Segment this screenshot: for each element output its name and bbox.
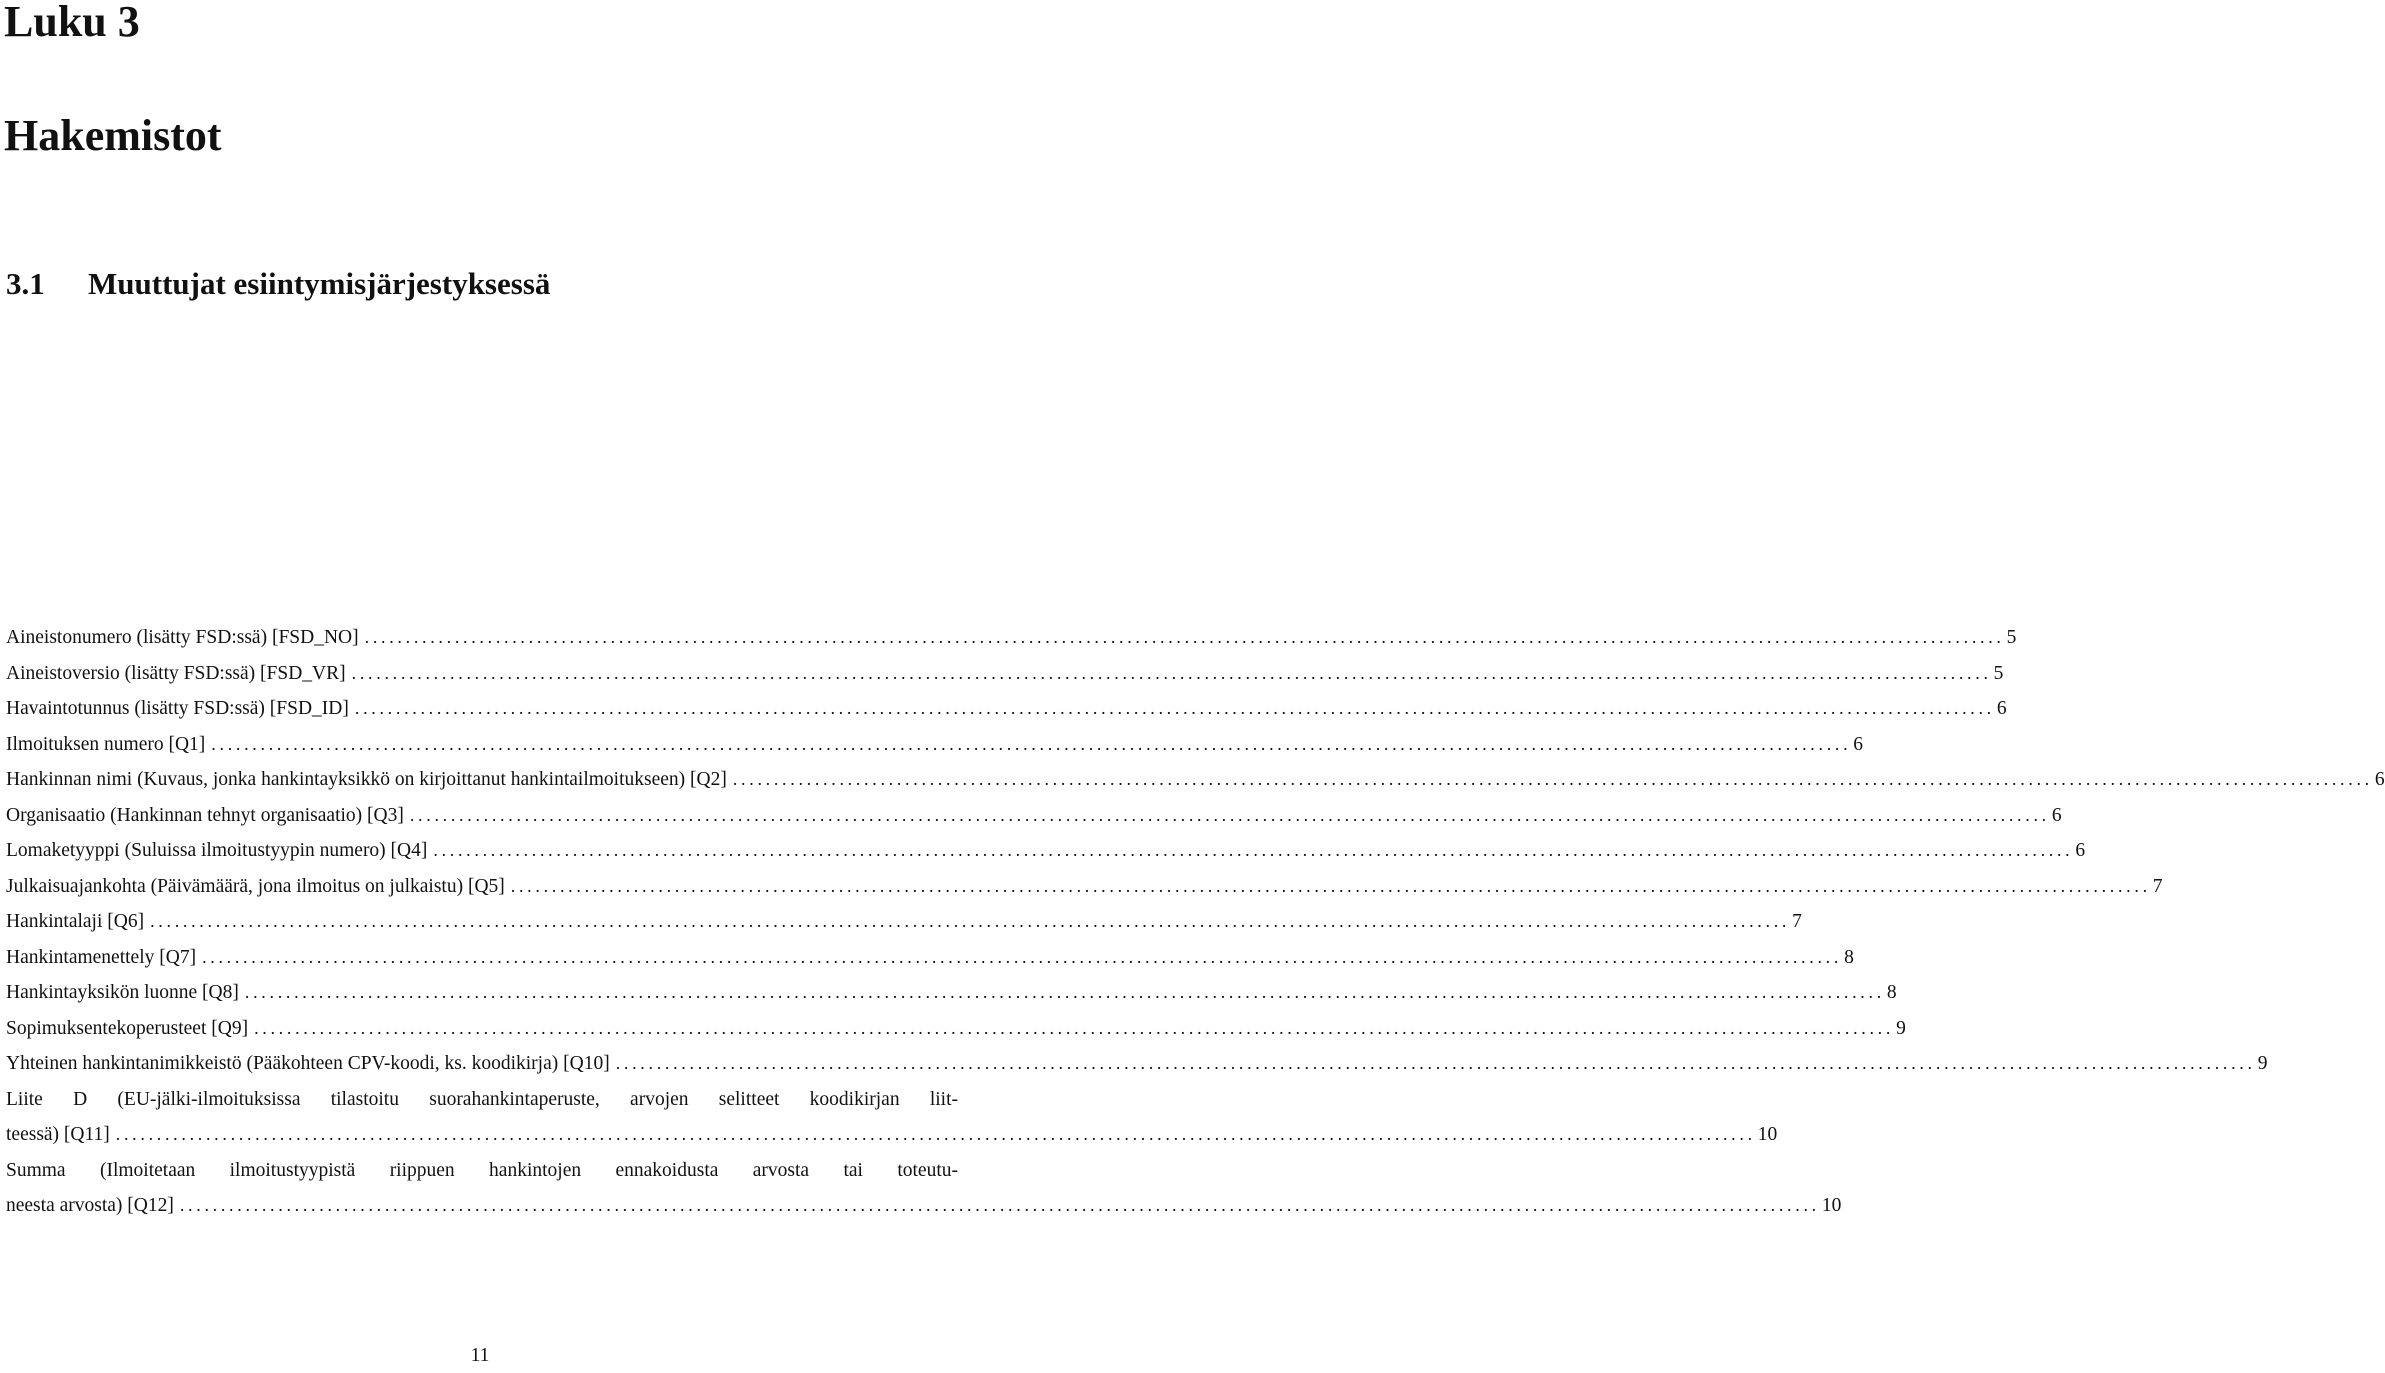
index-entry[interactable] [6, 691, 2007, 727]
dot-leader: ........................................................................................................................................................................................................ [179, 1195, 1820, 1215]
dot-leader: ........................................................................................................................................................................................................ [115, 1124, 1756, 1144]
entry-page: 6 [2075, 840, 2086, 861]
entry-page: 5 [2006, 627, 2017, 648]
entry-page: 6 [1853, 733, 1864, 755]
entry-page: 10 [1757, 1124, 1778, 1145]
entry-page: 6 [2051, 804, 2062, 826]
page-number: 11 [470, 1345, 490, 1366]
entry-title: Hankintayksikön luonne [Q8] [6, 982, 239, 1003]
dot-leader: ........................................................................................................................................................................................................ [150, 911, 1791, 931]
entry-title: Hankinnan nimi (Kuvaus, jonka hankintayksikkö on kirjoittanut hankintailmoitukseen) [Q2] [6, 769, 727, 790]
dot-leader: ........................................................................................................................................................................................................ [254, 1017, 1895, 1038]
section-title: Muuttujat esiintymisjärjestyksessä [88, 266, 551, 301]
index-entry[interactable] [6, 833, 2086, 869]
entry-title: Yhteinen hankintanimikkeistö (Pääkohteen CPV-koodi, ks. koodikirja) [Q10] [6, 1053, 610, 1074]
dot-leader: ........................................................................................................................................................................................................ [615, 1053, 2256, 1073]
entry-title: Hankintalaji [Q6] [6, 911, 145, 932]
entry-page: 7 [2152, 875, 2163, 897]
entry-title: Havaintotunnus (lisätty FSD:ssä) [FSD_ID] [6, 698, 349, 719]
entry-page: 9 [2257, 1053, 2268, 1074]
index-entry[interactable] [6, 869, 2163, 905]
entry-page: 10 [1821, 1195, 1842, 1216]
index-entry[interactable] [6, 620, 2017, 656]
dot-leader: ........................................................................................................................................................................................................ [202, 946, 1843, 967]
index-entry[interactable] [6, 1011, 1906, 1047]
index-entry[interactable] [6, 798, 2062, 834]
dot-leader: ........................................................................................................................................................................................................ [409, 804, 2050, 825]
entry-title: Sopimuksentekoperusteet [Q9] [6, 1017, 249, 1039]
entry-title: Julkaisuajankohta (Päivämäärä, jona ilmoitus on julkaistu) [Q5] [6, 875, 505, 897]
index-entry[interactable] [6, 940, 1854, 976]
variable-index-list [6, 620, 2385, 1224]
dot-leader: ........................................................................................................................................................................................................ [244, 982, 1885, 1002]
chapter-label: Luku 3 [4, 0, 140, 46]
index-entry[interactable] [6, 727, 1864, 763]
index-entry[interactable] [6, 762, 2385, 798]
entry-title-line2: teessä) [Q11] [6, 1124, 110, 1145]
index-entry[interactable] [6, 1082, 1778, 1153]
entry-title: Lomaketyyppi (Suluissa ilmoitustyypin numero) [Q4] [6, 840, 428, 861]
dot-leader: ........................................................................................................................................................................................................ [433, 840, 2074, 860]
entry-page: 5 [1993, 662, 2004, 684]
entry-page: 9 [1896, 1017, 1906, 1039]
entry-title: Organisaatio (Hankinnan tehnyt organisaatio) [Q3] [6, 804, 404, 826]
index-entry[interactable] [6, 1153, 1842, 1224]
index-entry[interactable] [6, 656, 2004, 692]
entry-page: 7 [1792, 911, 1802, 932]
entry-page: 6 [1996, 698, 2007, 719]
entry-title-line1: Summa (Ilmoitetaan ilmoitustyypistä riippuen hankintojen ennakoidusta arvosta tai toteutu- [6, 1159, 958, 1181]
entry-title: Aineistonumero (lisätty FSD:ssä) [FSD_NO] [6, 627, 359, 648]
entry-page: 8 [1886, 982, 1897, 1003]
dot-leader: ........................................................................................................................................................................................................ [510, 875, 2151, 896]
index-entry[interactable] [6, 904, 1802, 940]
dot-leader: ........................................................................................................................................................................................................ [732, 769, 2373, 789]
dot-leader: ........................................................................................................................................................................................................ [211, 733, 1852, 754]
entry-title: Aineistoversio (lisätty FSD:ssä) [FSD_VR] [6, 662, 346, 684]
index-entry[interactable] [6, 1046, 2268, 1082]
chapter-title: Hakemistot [4, 111, 222, 160]
section-number: 3.1 [6, 266, 45, 301]
entry-page: 6 [2374, 769, 2385, 790]
entry-title-line1: Liite D (EU-jälki-ilmoituksissa tilastoitu suorahankintaperuste, arvojen selitteet koodikirjan liit- [6, 1088, 958, 1110]
entry-title: Ilmoituksen numero [Q1] [6, 733, 206, 755]
dot-leader: ........................................................................................................................................................................................................ [364, 627, 2005, 647]
entry-title: Hankintamenettely [Q7] [6, 946, 197, 968]
entry-page: 8 [1844, 946, 1854, 968]
index-entry[interactable] [6, 975, 1897, 1011]
section-heading [6, 262, 550, 306]
dot-leader: ........................................................................................................................................................................................................ [354, 698, 1995, 718]
entry-title-line2: neesta arvosta) [Q12] [6, 1195, 174, 1216]
dot-leader: ........................................................................................................................................................................................................ [351, 662, 1992, 683]
